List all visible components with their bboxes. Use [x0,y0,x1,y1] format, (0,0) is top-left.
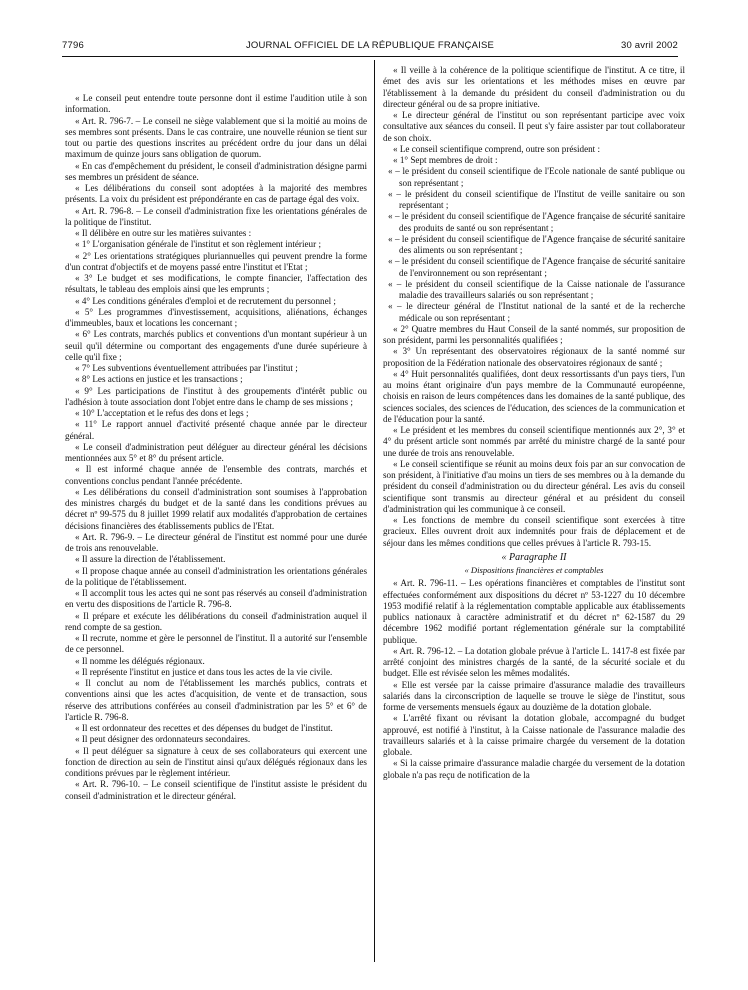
left-column [65,93,367,802]
list-item: « – le président du conseil scientifique de l'Agence française de sécurité sanitaire des aliments ou son représentant ; [388,233,685,255]
paragraph: « Le conseil peut entendre toute personne dont il estime l'audition utile à son information. [65,93,367,115]
paragraph: « Il accomplit tous les actes qui ne sont pas réservés au conseil d'administration en vertu des dispositions de l'article R. 796-8. [65,588,367,610]
paragraph: « L'arrêté fixant ou révisant la dotation globale, accompagné du budget approuvé, est notifié à l'institut, à la Caisse nationale de l'assurance maladie des travailleurs salariés et à la caisse primaire chargée du versement de la dotation globale. [383,713,685,757]
list-item: « – le président du conseil scientifique de l'Institut de veille sanitaire ou son représentant ; [388,188,685,210]
paragraph: « Si la caisse primaire d'assurance maladie chargée du versement de la dotation globale n'a pas reçu de notification de la [383,758,685,780]
paragraph: « Il veille à la cohérence de la politique scientifique de l'institut. A ce titre, il émet des avis sur les orientations et les méthodes mises en œuvre par l'établissement à la demande du président du conseil d'administration ou du directeur général ou de sa propre initiative. [383,65,685,109]
paragraph: « Il délibère en outre sur les matières suivantes : [75,228,252,238]
paragraph: « Le président et les membres du conseil scientifique mentionnés aux 2°, 3° et 4° du présent article sont nommés par arrêté du ministre chargé de la santé pour une durée de trois ans renouvelable. [383,425,685,458]
paragraph: « 4° Huit personnalités qualifiées, dont deux ressortissants d'un pays tiers, l'un au moins étant originaire d'un pays membre de la Communauté européenne, choisis en raison de leurs compétences dans les domaines de la santé publique, des sciences sociales, des sciences de l'éducation, des sciences de la communication et de l'éducation pour la santé. [383,368,685,424]
right-column [383,65,685,781]
paragraph: « Il recrute, nomme et gère le personnel de l'institut. Il a autorité sur l'ensemble de ce personnel. [65,633,367,655]
paragraph: « 2° Les orientations stratégiques pluriannuelles qui peuvent prendre la forme d'un contrat d'objectifs et de moyens passé entre l'institut et l'Etat ; [65,250,367,272]
paragraph: « Il représente l'institut en justice et dans tous les actes de la vie civile. [75,666,333,677]
section-subheading: « Dispositions financières et comptables [464,565,604,575]
page-number: 7796 [62,40,84,51]
header-rule [62,56,678,57]
paragraph: « 10° L'acceptation et le refus des dons et legs ; [75,408,249,418]
paragraph: « Art. R. 796-9. – Le directeur général de l'institut est nommé pour une durée de trois ans renouvelable. [65,531,367,553]
paragraph: « Il prépare et exécute les délibérations du conseil d'administration auquel il rend compte de sa gestion. [65,610,367,632]
list-item: « – le directeur général de l'Institut national de la santé et de la recherche médicale ou son représentant ; [388,301,685,323]
paragraph: « 5° Les programmes d'investissement, acquisitions, aliénations, échanges d'immeubles, baux et locations les concernant ; [65,306,367,328]
paragraph: « 11° Le rapport annuel d'activité présenté chaque année par le directeur général. [65,419,367,441]
paragraph: « Les délibérations du conseil d'administration sont soumises à l'approbation des ministres chargés du budget et de la santé dans les conditions prévues au décret nº 99-575 du 8 juillet 1999 relatif aux modalités d'approbation de certaines décisions financières des établissements publics de l'Etat. [65,486,367,531]
paragraph: « Les délibérations du conseil sont adoptées à la majorité des membres présents. La voix du président est prépondérante en cas de partage égal des voix. [65,183,367,205]
paragraph: « Il peut déléguer sa signature à ceux de ses collaborateurs qui exercent une fonction de direction au sein de l'institut ainsi qu'aux délégués régionaux dans les conditions prévues par le règlement intérieur. [65,745,367,778]
paragraph: « Le directeur général de l'institut ou son représentant participe avec voix consultative aux séances du conseil. Il peut s'y faire assister par tout collaborateur de son choix. [383,110,685,143]
list-item: « – le président du conseil scientifique de l'Agence française de sécurité sanitaire des produits de santé ou son représentant ; [388,211,685,233]
paragraph: « Il est informé chaque année de l'ensemble des contrats, marchés et conventions conclus pendant l'année précédente. [65,464,367,486]
paragraph: « Art. R. 796-10. – Le conseil scientifique de l'institut assiste le président du conseil d'administration et le directeur général. [65,779,367,801]
list-item: « – le président du conseil scientifique de l'Ecole nationale de santé publique ou son représentant ; [388,166,685,188]
paragraph: « Art. R. 796-12. – La dotation globale prévue à l'article L. 1417-8 est fixée par arrêté conjoint des ministres chargés de la santé, de la sécurité sociale et du budget. Elle est révisée selon les mêmes modalités. [383,645,685,679]
paragraph: « 6° Les contrats, marchés publics et conventions d'un montant supérieur à un seuil qu'il détermine ou comportant des engagements d'une durée supérieure à celle qu'il fixe ; [65,329,367,362]
journal-title: JOURNAL OFFICIEL DE LA RÉPUBLIQUE FRANÇAISE [245,40,495,51]
paragraph: « 4° Les conditions générales d'emploi et de recrutement du personnel ; [75,295,336,306]
paragraph: « Les fonctions de membre du conseil scientifique sont exercées à titre gracieux. Elles ouvrent droit aux indemnités pour frais de déplacement et de séjour dans les mêmes conditions que celles prévues à l'article R. 793-15. [383,515,685,548]
list-item: « – le président du conseil scientifique de la Caisse nationale de l'assurance maladie des travailleurs salariés ou son représentant ; [388,278,685,300]
paragraph: « Il nomme les délégués régionaux. [75,655,205,666]
paragraph: « 1° Sept membres de droit : [393,155,498,165]
list-item: « – le président du conseil scientifique de l'Agence française de sécurité sanitaire de l'environnement ou son représentant ; [388,256,685,278]
paragraph: « 3° Un représentant des observatoires régionaux de la santé nommé sur proposition de la Fédération nationale des observatoires régionaux de santé ; [383,346,685,368]
paragraph: « Il est ordonnateur des recettes et des dépenses du budget de l'institut. [75,723,333,733]
paragraph: « Le conseil scientifique se réunit au moins deux fois par an sur convocation de son président, à l'initiative d'au moins un tiers de ses membres ou à la demande du président du conseil d'administration ou du directeur général. Les avis du conseil scientifique sont transmis au directeur général et au président du conseil d'administration qui les communique à ce conseil. [383,458,685,514]
paragraph: « 7° Les subventions éventuellement attribuées par l'institut ; [75,363,298,373]
column-divider [374,60,375,962]
paragraph: « Art. R. 796-8. – Le conseil d'administration fixe les orientations générales de la politique de l'institut. [65,205,367,227]
paragraph: « Le conseil d'administration peut déléguer au directeur général les décisions mentionnées aux 5° et 8° du présent article. [65,441,367,463]
section-heading: « Paragraphe II [501,551,567,563]
paragraph: « 8° Les actions en justice et les transactions ; [75,374,243,385]
paragraph: « Il conclut au nom de l'établissement les marchés publics, contrats et conventions ainsi que les actes d'acquisition, de vente et de transaction, sous réserve des attributions conférées au conseil d'administration par les 5° et 6° de l'article R. 796-8. [65,678,367,722]
paragraph: « 9° Les participations de l'institut à des groupements d'intérêt public ou l'adhésion à toute association dont l'objet entre dans le champ de ses missions ; [65,385,367,407]
publication-date: 30 avril 2002 [621,40,678,51]
page-header [62,40,678,56]
paragraph: « 1° L'organisation générale de l'institut et son règlement intérieur ; [75,239,321,250]
paragraph: « 3° Le budget et ses modifications, le compte financier, l'affectation des résultats, le tableau des emplois ainsi que les emprunts ; [65,273,367,295]
paragraph: « Art. R. 796-7. – Le conseil ne siège valablement que si la moitié au moins de ses membres sont présents. Dans le cas contraire, une nouvelle réunion se tient sur tout ou partie des questions inscrites au précédent ordre du jour dans un délai maximum de quinze jours sans obligation de quorum. [65,115,367,160]
paragraph: « Il propose chaque année au conseil d'administration les orientations générales de la politique de l'établissement. [65,565,367,587]
paragraph: « Il assure la direction de l'établissement. [75,554,226,565]
paragraph: « Il peut désigner des ordonnateurs secondaires. [75,734,251,745]
paragraph: « En cas d'empêchement du président, le conseil d'administration désigne parmi ses membres un président de séance. [65,160,367,182]
paragraph: « Le conseil scientifique comprend, outre son président : [393,143,601,154]
paragraph: « Art. R. 796-11. – Les opérations financières et comptables de l'institut sont effectuées conformément aux dispositions du décret nº 53-1227 du 10 décembre 1953 modifié relatif à la réglementation comptable applicable aux établissements publics nationaux à caractère administratif et du décret nº 62-1587 du 29 décembre 1962 modifié portant réglementation générale sur la comptabilité publique. [383,578,685,645]
paragraph: « Elle est versée par la caisse primaire d'assurance maladie des travailleurs salariés dans la circonscription de laquelle se trouve le siège de l'institut, sous forme de versements mensuels égaux au douzième de la dotation globale. [383,679,685,712]
paragraph: « 2° Quatre membres du Haut Conseil de la santé nommés, sur proposition de son président, parmi les personnalités qualifiées ; [383,323,685,345]
